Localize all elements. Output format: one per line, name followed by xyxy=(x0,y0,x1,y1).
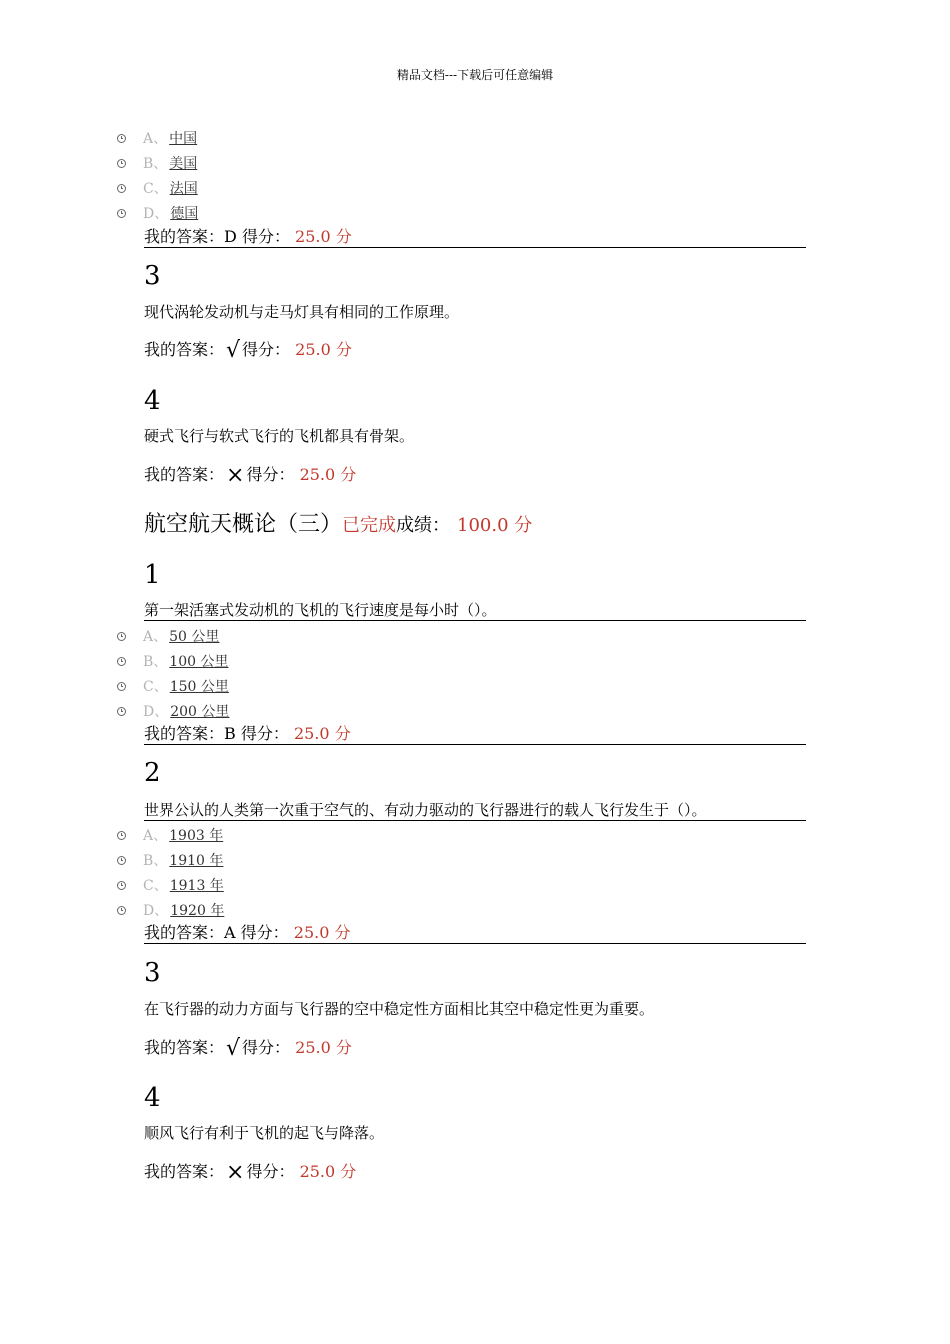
answer-line xyxy=(144,1162,356,1183)
score-label: 得分： xyxy=(240,923,289,942)
option-letter: D、 xyxy=(143,206,169,222)
option-letter: B、 xyxy=(143,156,168,172)
score-value: 25.0 分 xyxy=(299,1162,357,1181)
option-letter: A、 xyxy=(143,131,168,147)
section-title xyxy=(144,510,532,541)
option-letter: D、 xyxy=(143,903,169,919)
answer-value: B xyxy=(224,724,236,743)
answer-line xyxy=(144,923,806,944)
check-icon: √ xyxy=(226,338,241,363)
option-c[interactable] xyxy=(117,676,229,696)
answer-line xyxy=(144,465,356,486)
option-b[interactable] xyxy=(117,153,197,173)
answer-label: 我的答案： xyxy=(144,1038,225,1057)
option-text[interactable]: 100 公里 xyxy=(169,654,229,670)
option-letter: B、 xyxy=(143,654,168,670)
score-value: 25.0 分 xyxy=(295,340,352,359)
option-text[interactable]: 1920 年 xyxy=(170,903,225,919)
answer-label: 我的答案： xyxy=(144,923,225,942)
radio-icon[interactable] xyxy=(117,856,126,865)
answer-label: 我的答案： xyxy=(144,1162,225,1181)
radio-icon[interactable] xyxy=(117,159,126,168)
question-number: 4 xyxy=(144,1083,161,1113)
option-letter: D、 xyxy=(143,704,169,720)
option-letter: A、 xyxy=(143,629,168,645)
option-letter: B、 xyxy=(143,853,168,869)
score-label: 得分： xyxy=(246,1162,295,1181)
question-text: 在飞行器的动力方面与飞行器的空中稳定性方面相比其空中稳定性更为重要。 xyxy=(144,1000,655,1018)
score-value: 25.0 分 xyxy=(299,465,357,484)
score-value: 25.0 分 xyxy=(295,1038,352,1057)
question-number: 2 xyxy=(144,758,161,788)
option-a[interactable] xyxy=(117,626,219,646)
answer-line xyxy=(144,340,352,361)
option-text[interactable]: 50 公里 xyxy=(169,629,220,645)
option-text[interactable]: 1910 年 xyxy=(169,853,224,869)
option-d[interactable] xyxy=(117,900,224,920)
question-number: 1 xyxy=(144,560,161,590)
radio-icon[interactable] xyxy=(117,184,126,193)
radio-icon[interactable] xyxy=(117,209,126,218)
check-icon: √ xyxy=(226,1036,241,1061)
answer-label: 我的答案： xyxy=(144,227,225,246)
option-b[interactable] xyxy=(117,850,223,870)
radio-icon[interactable] xyxy=(117,657,126,666)
section-name: 航空航天概论（三） xyxy=(144,512,343,537)
radio-icon[interactable] xyxy=(117,707,126,716)
option-d[interactable] xyxy=(117,701,229,721)
grade-value: 100.0 分 xyxy=(457,515,533,536)
option-text[interactable]: 1913 年 xyxy=(169,878,224,894)
answer-line xyxy=(144,724,806,745)
option-text[interactable]: 美国 xyxy=(169,156,198,172)
option-c[interactable] xyxy=(117,178,198,198)
question-number: 4 xyxy=(144,386,161,416)
question-text: 顺风飞行有利于飞机的起飞与降落。 xyxy=(144,1124,385,1142)
answer-label: 我的答案： xyxy=(144,724,225,743)
cross-icon: × xyxy=(226,463,245,488)
question-number: 3 xyxy=(144,958,161,988)
answer-line xyxy=(144,1038,352,1059)
status-badge: 已完成 xyxy=(342,515,397,536)
score-value: 25.0 分 xyxy=(295,227,352,246)
score-label: 得分： xyxy=(241,227,290,246)
option-d[interactable] xyxy=(117,203,198,223)
option-letter: C、 xyxy=(143,878,168,894)
question-text: 世界公认的人类第一次重于空气的、有动力驱动的飞行器进行的载人飞行发生于（）。 xyxy=(144,800,806,821)
radio-icon[interactable] xyxy=(117,134,126,143)
option-text[interactable]: 德国 xyxy=(170,206,199,222)
question-text: 硬式飞行与软式飞行的飞机都具有骨架。 xyxy=(144,427,415,445)
option-letter: C、 xyxy=(143,679,168,695)
option-c[interactable] xyxy=(117,875,224,895)
option-a[interactable] xyxy=(117,128,197,148)
radio-icon[interactable] xyxy=(117,881,126,890)
option-letter: C、 xyxy=(143,181,168,197)
answer-value: D xyxy=(224,227,237,246)
option-b[interactable] xyxy=(117,651,228,671)
score-label: 得分： xyxy=(240,724,289,743)
score-value: 25.0 分 xyxy=(293,923,351,942)
cross-icon: × xyxy=(226,1160,245,1185)
score-label: 得分： xyxy=(242,1038,291,1057)
option-text[interactable]: 法国 xyxy=(169,181,198,197)
radio-icon[interactable] xyxy=(117,831,126,840)
question-number: 3 xyxy=(144,261,161,291)
answer-label: 我的答案： xyxy=(144,340,225,359)
option-text[interactable]: 150 公里 xyxy=(169,679,229,695)
grade-label: 成绩： xyxy=(396,515,451,536)
answer-label: 我的答案： xyxy=(144,465,225,484)
question-text: 现代涡轮发动机与走马灯具有相同的工作原理。 xyxy=(144,303,460,321)
page-header: 精品文档---下载后可任意编辑 xyxy=(396,68,554,82)
score-value: 25.0 分 xyxy=(293,724,351,743)
score-label: 得分： xyxy=(246,465,295,484)
option-text[interactable]: 中国 xyxy=(169,131,198,147)
option-a[interactable] xyxy=(117,825,223,845)
option-text[interactable]: 200 公里 xyxy=(170,704,230,720)
option-text[interactable]: 1903 年 xyxy=(169,828,224,844)
radio-icon[interactable] xyxy=(117,632,126,641)
question-text: 第一架活塞式发动机的飞机的飞行速度是每小时（）。 xyxy=(144,600,806,621)
option-letter: A、 xyxy=(143,828,168,844)
score-label: 得分： xyxy=(242,340,291,359)
answer-value: A xyxy=(224,923,236,942)
radio-icon[interactable] xyxy=(117,906,126,915)
answer-line xyxy=(144,227,806,248)
radio-icon[interactable] xyxy=(117,682,126,691)
